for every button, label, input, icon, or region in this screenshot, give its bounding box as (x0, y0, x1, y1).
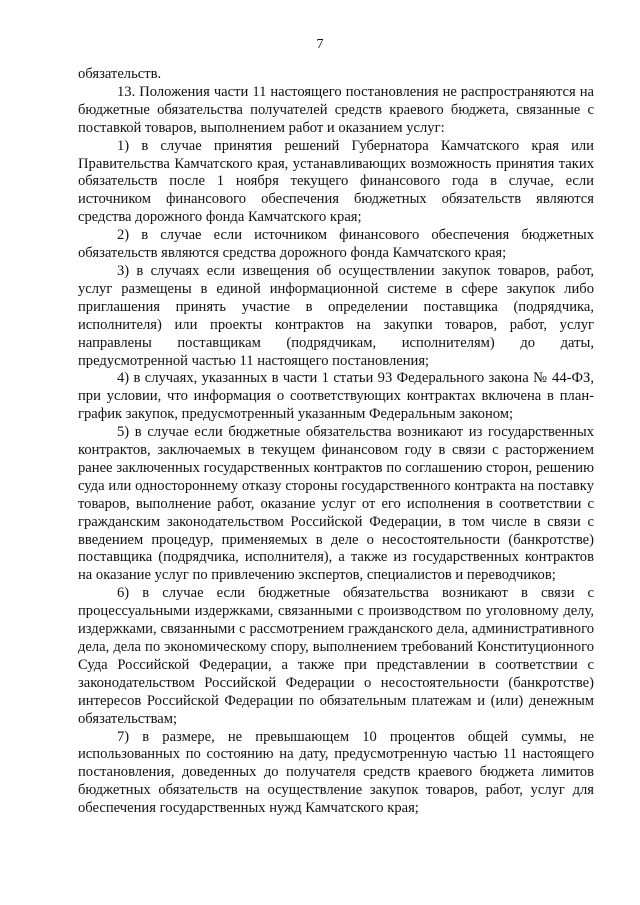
paragraph-item-1: 1) в случае принятия решений Губернатора Камчатского края или Правительства Камчатского края, устанавливающих возможность принятия таких обязательств после 1 ноября текущего финансового года в случае, если источником финансового обеспечения бюджетных обязательств являются средства дорожного фонда Камчатского края; (78, 137, 594, 226)
paragraph-item-7: 7) в размере, не превышающем 10 процентов общей суммы, не использованных по состоянию на дату, предусмотренную частью 11 настоящего постановления, доведенных до получателя средств краевого бюджета лимитов бюджетных обязательств на осуществление закупок товаров, работ, услуг для обеспечения государственных нужд Камчатского края; (78, 728, 594, 817)
paragraph-item-6: 6) в случае если бюджетные обязательства возникают в связи с процессуальными издержками, связанными с производством по уголовному делу, издержками, связанными с рассмотрением гражданского дела, административного дела, дела по экономическому спору, выполнением требований Конституционного Суда Российской Федерации, а также при представлении в соответствии с законодательством Российской Федерации о несостоятельности (банкротстве) интересов Российской Федерации по обязательным платежам и (или) денежным обязательствам; (78, 585, 594, 727)
page-number: 7 (316, 37, 324, 52)
paragraph-continuation: обязательств. (78, 66, 162, 82)
paragraph-item-4: 4) в случаях, указанных в части 1 статьи 93 Федерального закона № 44-ФЗ, при условии, что информация о соответствующих контрактах включена в план-график закупок, предусмотренный указанным Федеральным законом; (78, 370, 594, 423)
paragraph-item-3: 3) в случаях если извещения об осуществлении закупок товаров, работ, услуг размещены в единой информационной системе в сфере закупок либо приглашения принять участие в определении поставщика (подрядчика, исполнителя) или проекты контрактов на закупки товаров, работ, услуг направлены поставщикам (подрядчикам, исполнителям) до даты, предусмотренной частью 11 настоящего постановления; (78, 262, 594, 369)
paragraph-clause-13: 13. Положения части 11 настоящего постановления не распространяются на бюджетные обязательства получателей средств краевого бюджета, связанные с поставкой товаров, выполнением работ и оказанием услуг: (78, 83, 594, 136)
document-body (78, 66, 594, 818)
paragraph-item-2: 2) в случае если источником финансового обеспечения бюджетных обязательств являются средства дорожного фонда Камчатского края; (78, 227, 594, 262)
paragraph-item-5: 5) в случае если бюджетные обязательства возникают из государственных контрактов, заключаемых в текущем финансовом году в связи с расторжением ранее заключенных государственных контрактов по соглашению сторон, решению суда или одностороннему отказу стороны государственного контракта на поставку товаров, выполнение работ, оказание услуг от его исполнения в соответствии с гражданским законодательством Российской Федерации, в том числе в связи с введением процедур, применяемых в деле о несостоятельности (банкротстве) поставщика (подрядчика, исполнителя), а также из государственных контрактов на оказание услуг по привлечению экспертов, специалистов и переводчиков; (78, 424, 594, 584)
